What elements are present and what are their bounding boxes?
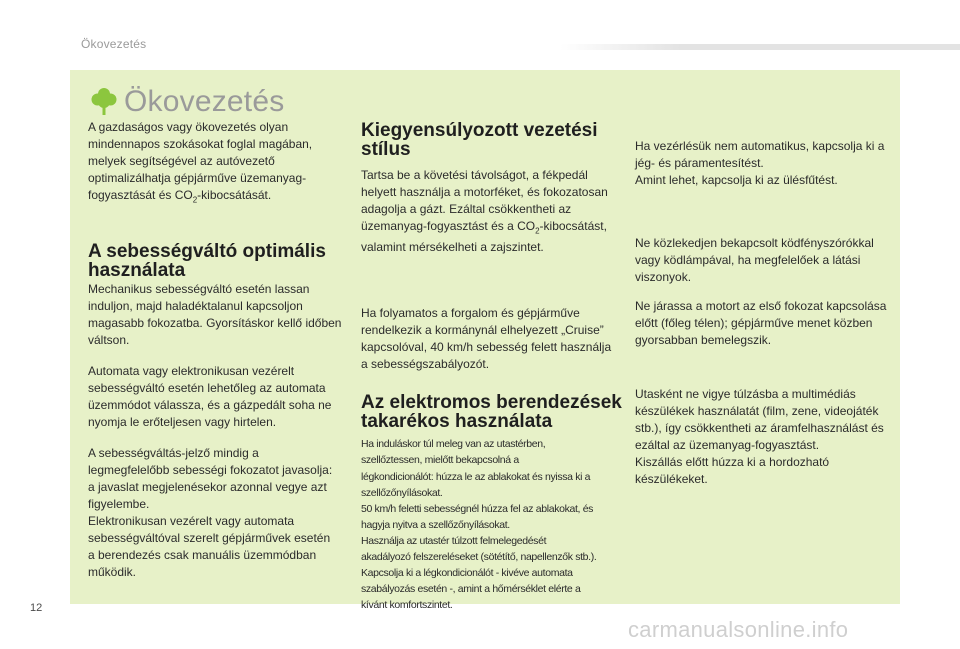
- section-header-label: Ökovezetés: [81, 37, 147, 51]
- intro-paragraph: A gazdaságos vagy ökovezetés olyan mindennapos szokásokat foglal magában, melyek segítségével az autóvezető optimalizálhatja gépjárműve üzemanyag- fogyasztását és $CO_2$-kibocsátását.: [88, 120, 313, 205]
- paragraph-following-distance: Tartsa be a követési távolságot, a fékpedál helyett használja a motorféket, és fokozatosan adagolja a gázt. Ezáltal csökkentheti az üzemanyag-fogyasztást és a $CO_2$-kibocsátást, valamint mérsékelheti a zajszintet.: [361, 168, 608, 255]
- heading-electrical-equipment: Az elektromos berendezések takarékos használata: [361, 392, 622, 433]
- paragraph-cruise-control: Ha folyamatos a forgalom és gépjárműve rendelkezik a kormánynál elhelyezett „Cruise” kapcsolóval, 40 km/h sebesség felett használja a sebességszabályozót.: [361, 306, 612, 372]
- paragraph-gear-indicator: A sebességváltás-jelző mindig a legmegfelelőbb sebességi fokozatot javasolja: a javaslat megjelenésekor azonnal vegye azt figyelembe. Elektronikusan vezérelt vagy automata sebességváltóval szerelt gépjárművek esetén a berendezés csak manuális üzemmódban működik.: [88, 446, 333, 580]
- paragraph-manual-gearbox: Mechanikus sebességváltó esetén lassan induljon, majd haladéktalanul kapcsoljon magasabb fokozatba. Gyorsításkor kellő időben váltson.: [88, 282, 342, 348]
- paragraph-automatic-gearbox: Automata vagy elektronikusan vezérelt sebességváltó esetén lehetőleg az automata üzemmódot válassza, és a gázpedált soha ne nyomja le erőteljesen vagy hirtelen.: [88, 364, 332, 430]
- page-title-block: [90, 84, 284, 120]
- heading-gearbox: A sebességváltó optimális használata: [88, 241, 326, 282]
- paragraph-multimedia: Utasként ne vigye túlzásba a multimédiás készülékek használatát (film, zene, videojáték stb.), így csökkentheti az áramfelhasználást és ezáltal az üzemanyag-fogyasztást. Kiszállás előtt húzza ki a hordozható készülékeket.: [635, 387, 884, 486]
- page-number: 12: [30, 602, 43, 614]
- leaf-tree-icon: [90, 87, 118, 117]
- watermark-text: carmanualsonline.info: [628, 617, 849, 642]
- paragraph-defrost: Ha vezérlésük nem automatikus, kapcsolja ki a jég- és páramentesítést. Amint lehet, kapcsolja ki az ülésfűtést.: [635, 139, 885, 187]
- paragraph-fog-lamps: Ne közlekedjen bekapcsolt ködfényszórókkal vagy ködlámpával, ha megfelelőek a látási viszonyok.: [635, 236, 874, 284]
- column-middle: [361, 121, 623, 613]
- paragraph-air-conditioning: Ha induláskor túl meleg van az utastérben, szellőztessen, mielőtt bekapcsolná a légkondicionálót: húzza le az ablakokat és nyissa ki a szellőzőnyílásokat. 50 km/h feletti sebességnél húzza fel az ablakokat, és hagyja nyitva a szellőzőnyílásokat. Használja az utastér túlzott felmelegedését akadályozó felszereléseket (sötétítő, napellenzők stb.). Kapcsolja ki a légkondicionálót - kivéve automata szabályozás esetén -, amint a hőmérséklet elérte a kívánt komfortszintet.: [361, 438, 597, 612]
- column-right: [635, 138, 893, 488]
- header-divider-bar: [560, 44, 960, 50]
- page-title: Ökovezetés: [124, 85, 285, 118]
- heading-driving-style: Kiegyensúlyozott vezetési stílus: [361, 120, 598, 160]
- paragraph-engine-idle: Ne járassa a motort az első fokozat kapcsolása előtt (főleg télen); gépjárműve menet közben gyorsabban bemelegszik.: [635, 299, 887, 347]
- column-left: [88, 119, 348, 581]
